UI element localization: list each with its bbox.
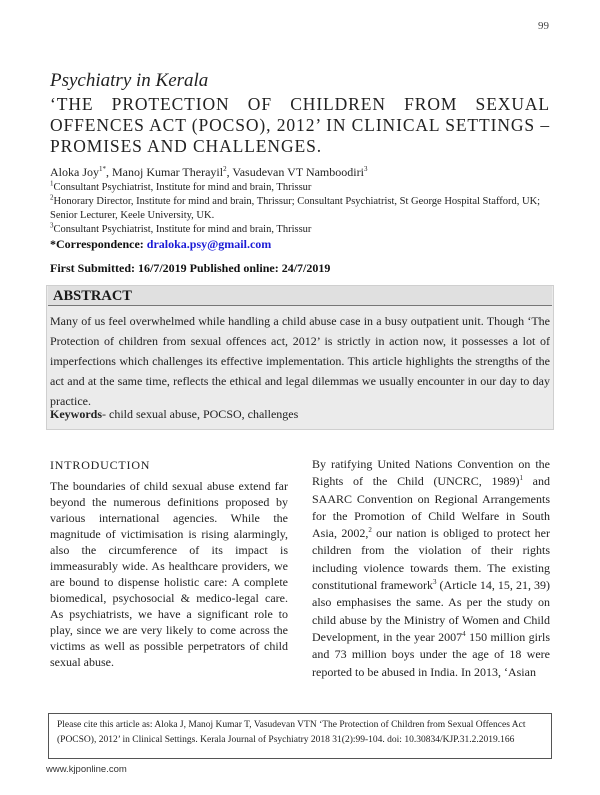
reference-mark: 4 xyxy=(462,629,466,638)
affiliation-number: 1 xyxy=(50,179,54,188)
author-affiliation-mark: 1* xyxy=(99,165,106,173)
author-name: Manoj Kumar Therayil xyxy=(112,165,224,179)
reference-mark: 2 xyxy=(368,526,372,535)
affiliation-text: Honorary Director, Institute for mind and brain, Thrissur; Consultant Psychiatrist, St George Hospital Stafford, UK; Senior Lecturer, Keele University, UK. xyxy=(50,196,541,221)
author-separator: , xyxy=(226,165,233,179)
reference-mark: 3 xyxy=(433,578,437,587)
body-text: (Article 14, 15, 21, 39) also emphasises the same. As per the study on child abuse by the Ministry of Women and Child Development, in the year 2007 xyxy=(312,578,551,644)
author-separator: , xyxy=(106,165,112,179)
submission-dates: First Submitted: 16/7/2019 Published online: 24/7/2019 xyxy=(50,261,331,275)
citation-text: Please cite this article as: Aloka J, Manoj Kumar T, Vasudevan VTN ‘The Protection of Children from Sexual Offences Act (POCSO), 2012’ in Clinical Settings. Kerala Journal of Psychiatry 2018 31(2):99-104. doi: 10.30834/KJP.31.2.2019.166 xyxy=(57,720,526,745)
keywords xyxy=(50,407,298,422)
reference-mark: 1 xyxy=(519,474,523,483)
section-title: Psychiatry in Kerala xyxy=(50,70,209,91)
author-affiliation-mark: 3 xyxy=(363,165,368,173)
keywords-label: Keywords xyxy=(50,407,102,421)
affiliation-number: 3 xyxy=(50,221,54,230)
website-link[interactable]: www.kjponline.com xyxy=(46,764,127,775)
column-two-text xyxy=(312,456,550,681)
article-title: ‘THE PROTECTION OF CHILDREN FROM SEXUAL OFFENCES ACT (POCSO), 2012’ IN CLINICAL SETTINGS – PROMISES AND CHALLENGES. xyxy=(50,94,550,156)
affiliation-number: 2 xyxy=(50,193,54,202)
abstract-text: Many of us feel overwhelmed while handling a child abuse case in a busy outpatient unit. Though ‘The Protection of children from sexual offences act, 2012’ is strictly in action now, it possesses a lot of imperfections which challenges its effective implementation. This article highlights the strengths of the act and at the same time, reflects the ethical and legal dilemmas we usually encounter in our day to day practice. xyxy=(50,314,550,408)
affiliation-text: Consultant Psychiatrist, Institute for mind and brain, Thrissur xyxy=(53,224,312,235)
introduction-text: The boundaries of child sexual abuse extend far beyond the numerous definitions proposed by various international agencies. While the magnitude of victimisation is rising alarmingly, also the circumference of its impact is immeasurably wide. As healthcare providers, we are bound to dispense holistic care: A complete biomedical, psychosocial & medico-legal care. As psychiatrists, we have a significant role to play, since we are very likely to come across the victims as well as possible perpetrators of child sexual abuse. xyxy=(50,479,288,669)
keywords-list: - child sexual abuse, POCSO, challenges xyxy=(102,407,299,421)
body-text: 150 million girls and 73 million boys under the age of 18 were reported to be abused in India. In 2013, ‘Asian xyxy=(312,629,550,679)
correspondence-label: *Correspondence: xyxy=(50,237,147,251)
author-affiliation-mark: 2 xyxy=(223,165,227,173)
affiliation xyxy=(50,195,555,223)
body-text: and SAARC Convention on Regional Arrangements for the Promotion of Child Welfare in South Asia, 2002, xyxy=(312,474,551,541)
body-text: our nation is obliged to protect her children from the violation of their rights including violence towards them. The existing constitutional framework xyxy=(312,526,550,593)
affiliation xyxy=(50,181,560,195)
correspondence xyxy=(50,237,271,252)
correspondence-email-link[interactable]: draloka.psy@gmail.com xyxy=(146,237,272,251)
affiliation-text: Consultant Psychiatrist, Institute for mind and brain, Thrissur xyxy=(53,182,312,193)
author-name: Aloka Joy xyxy=(50,165,99,179)
author-list xyxy=(50,165,367,180)
author-name: Vasudevan VT Namboodiri xyxy=(232,165,364,179)
body-text: By ratifying United Nations Convention on the Rights of the Child (UNCRC, 1989) xyxy=(312,457,550,489)
introduction-heading: INTRODUCTION xyxy=(50,458,151,472)
abstract-heading: ABSTRACT xyxy=(48,286,552,306)
page-number: 99 xyxy=(538,20,549,32)
affiliation xyxy=(50,223,560,237)
